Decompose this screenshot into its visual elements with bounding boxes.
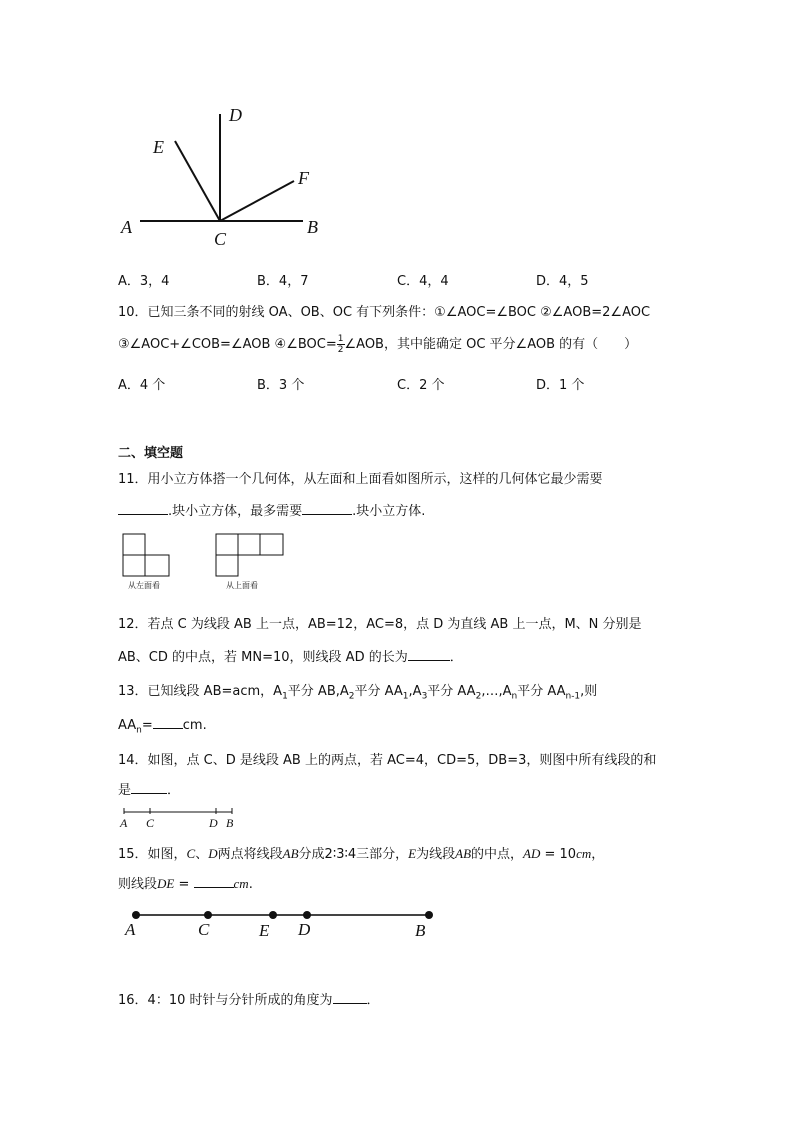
label-b: B [307, 217, 318, 237]
q11-blank-min[interactable] [118, 502, 168, 515]
q13-sub: 1 [282, 691, 288, 702]
q13-text: 平分 AB,A [287, 684, 349, 699]
fraction-one-half [337, 334, 345, 355]
q15-line1 [118, 843, 604, 862]
q15-text: 15．如图， [118, 847, 187, 862]
fraction-numerator: 1 [337, 334, 344, 344]
q10-line1: 10．已知三条不同的射线 OA、OB、OC 有下列条件：①∠AOC=∠BOC ②∠AOB=2∠AOC [118, 305, 651, 320]
q14-label-b: B [226, 816, 234, 830]
q11-line2 [118, 500, 425, 519]
q15-text: 、 [195, 847, 209, 862]
q9-option-b: B．4，7 [257, 274, 309, 289]
q12-blank[interactable] [408, 648, 450, 661]
label-a: A [121, 217, 132, 237]
q16-blank[interactable] [333, 991, 367, 1004]
q13-sub: 2 [348, 691, 355, 702]
q15-var: AB [455, 846, 472, 861]
fraction-denominator: 2 [337, 345, 344, 355]
q14-blank[interactable] [131, 781, 167, 794]
caption-view-top: 从上面看 [226, 581, 258, 590]
q13-line2-unit: cm. [182, 718, 207, 733]
q13-text: 平分 AA [517, 684, 566, 699]
q11-line2-b: .块小立方体. [352, 504, 426, 519]
q13-line2-eq: = [141, 718, 153, 733]
caption-view-left: 从左面看 [128, 581, 160, 590]
q13-sub: 2 [475, 691, 482, 702]
q15-text: = 10 [540, 847, 577, 862]
q14-line2-end: ． [167, 783, 181, 798]
q13-text: ,…,A [481, 684, 512, 699]
q15-label-c: C [198, 920, 210, 939]
q13-sub: 3 [421, 691, 428, 702]
section-heading-fill-blank: 二、填空题 [118, 446, 184, 461]
label-f: F [298, 168, 309, 188]
q15-text: 的中点， [471, 847, 524, 862]
q14-line1: 14．如图，点 C、D 是线段 AB 上的两点，若 AC=4，CD=5，DB=3，则图中所有线段的和 [118, 753, 657, 768]
q15-var: AD [523, 846, 541, 861]
label-c: C [214, 229, 227, 249]
q11-line2-a: .块小立方体，最多需要 [168, 504, 303, 519]
q15-text: 则线段 [118, 877, 158, 892]
q15-unit: cm [233, 876, 249, 891]
q16-end: ． [366, 993, 380, 1008]
q15-text: = [174, 877, 194, 892]
q15-blank[interactable] [194, 875, 234, 888]
angle-figure [0, 0, 794, 260]
q13-text: 平分 AA [354, 684, 403, 699]
q15-text: 三部分， [356, 847, 409, 862]
q10-option-d: D．1 个 [536, 378, 585, 393]
q9-option-c: C．4，4 [397, 274, 449, 289]
q13-text: ,则 [580, 684, 598, 699]
q15-line2 [118, 873, 253, 892]
q14-line2 [118, 779, 180, 798]
q14-label-c: C [146, 816, 155, 830]
q13-text: 平分 AA [427, 684, 476, 699]
q15-segment-figure [128, 906, 448, 926]
q15-unit: cm [576, 846, 592, 861]
q10-option-a: A．4 个 [118, 378, 166, 393]
q9-option-d: D．4，5 [536, 274, 589, 289]
q15-ratio: 2∶3∶4 [324, 847, 357, 862]
q13-line2 [118, 716, 207, 736]
q15-label-b: B [415, 921, 426, 940]
q9-option-a: A．3，4 [118, 274, 170, 289]
q13-blank[interactable] [153, 716, 183, 729]
q12-line2-end: ． [449, 650, 463, 665]
label-e: E [153, 137, 164, 157]
q15-var: DE [157, 876, 175, 891]
q16-text: 16．4：10 时针与分针所成的角度为 [118, 993, 333, 1008]
q15-label-d: D [298, 920, 311, 939]
q11-line1: 11．用小立方体搭一个几何体，从左面和上面看如图所示，这样的几何体它最少需要 [118, 472, 603, 487]
q10-line2-post: ∠AOB，其中能确定 OC 平分∠AOB 的有（ ） [344, 337, 638, 352]
q15-label-e: E [259, 921, 270, 940]
q15-var: AB [282, 846, 299, 861]
q11-blank-max[interactable] [302, 502, 352, 515]
q16-line [118, 989, 380, 1008]
q14-line2-text: 是 [118, 783, 132, 798]
q15-var: E [408, 846, 417, 861]
q13-line2-text: AA [118, 718, 137, 733]
q15-text: 两点将线段 [217, 847, 283, 862]
q15-text: ， [591, 847, 605, 862]
q15-text: 分成 [298, 847, 325, 862]
q13-line1 [118, 680, 597, 702]
q15-var: C [186, 846, 196, 861]
q12-line2-text: AB、CD 的中点，若 MN=10，则线段 AD 的长为 [118, 650, 408, 665]
q10-option-c: C．2 个 [397, 378, 445, 393]
q13-text: 13．已知线段 AB=acm，A [118, 684, 283, 699]
q10-option-b: B．3 个 [257, 378, 305, 393]
q13-text: ,A [408, 684, 422, 699]
q15-label-a: A [125, 920, 136, 939]
ray-cf [220, 181, 294, 221]
q13-sub: n [511, 691, 518, 702]
q13-sub: n-1 [565, 691, 581, 702]
q15-text: . [248, 877, 253, 892]
q15-text: 为线段 [416, 847, 456, 862]
q12-line1: 12．若点 C 为线段 AB 上一点，AB=12，AC=8，点 D 为直线 AB 上一点，M、N 分别是 [118, 617, 642, 632]
q14-label-d: D [209, 816, 218, 830]
q14-label-a: A [120, 816, 128, 830]
q12-line2 [118, 646, 463, 665]
ray-ce [175, 141, 220, 221]
q13-line2-sub: n [136, 725, 142, 736]
q15-var: D [208, 846, 218, 861]
q13-sub: 1 [402, 691, 409, 702]
label-d: D [229, 105, 242, 125]
q10-line2 [118, 330, 637, 360]
q10-line2-pre: ③∠AOC+∠COB=∠AOB ④∠BOC= [118, 337, 337, 352]
